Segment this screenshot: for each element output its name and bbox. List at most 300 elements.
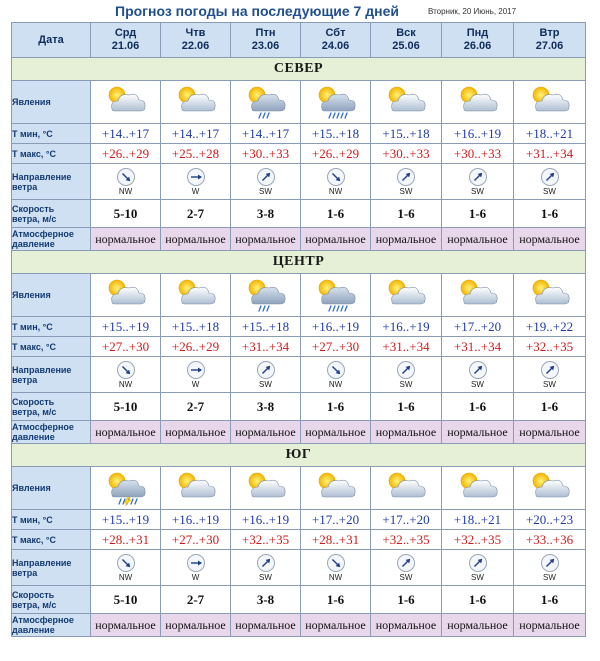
tmin-label [12,510,91,530]
compass-icon [327,361,345,379]
wind-direction-value: SW [399,186,413,196]
tmax-value: +25..+28 [171,145,220,161]
wind-direction-label-line1: Направление [12,364,72,375]
date-stamp: Вторник, 20 Июнь, 2017 [428,7,517,16]
pressure-label-line2: давление [12,239,55,249]
pressure-value: нормальное [301,228,371,251]
phenomena-cell [371,274,442,317]
region-row [12,444,586,467]
cloud-rain-icon [301,277,370,313]
tmin-value: +15..+18 [382,125,430,141]
phenomena-cell [371,467,442,510]
wind-indicator [514,168,585,196]
day-header [301,23,371,58]
phenomena-label [12,467,91,510]
page-title: Прогноз погоды на последующие 7 дней [115,3,399,19]
tmin-value: +15..+19 [101,511,150,527]
tmax-row [12,144,586,164]
tmax-cell [301,144,371,164]
wind-speed-value: 1-6 [326,591,345,607]
compass-icon [541,168,559,186]
tmin-label [12,124,91,144]
wind-speed-cell [231,393,301,421]
day-date: 23.06 [251,40,280,52]
compass-icon [469,554,487,572]
tmax-value: +31..+34 [453,338,502,354]
wind-direction-cell [91,164,161,200]
partly-cloudy-icon [514,277,585,313]
phenomena-cell [442,81,514,124]
compass-icon [257,361,275,379]
wind-direction-label [12,357,91,393]
pressure-value: нормальное [371,421,442,444]
header-row [12,23,586,58]
phenomena-cell [161,274,231,317]
wind-speed-cell [514,393,586,421]
phenomena-cell [91,467,161,510]
wind-speed-value: 2-7 [186,398,205,414]
wind-speed-value: 1-6 [326,398,345,414]
tmin-cell [161,317,231,337]
tmin-value: +16..+19 [382,318,430,334]
phenomena-label-line1: Явления [12,97,51,107]
tmin-value: +16..+19 [453,125,502,141]
tmax-label [12,530,91,550]
cloud-light-rain-icon [231,84,300,120]
wind-indicator [442,361,513,389]
wind-speed-label-line1: Скорость [12,589,55,600]
wind-indicator [161,361,230,389]
tmax-label [12,144,91,164]
partly-cloudy-icon [442,277,513,313]
wind-speed-cell [91,393,161,421]
phenomena-cell [514,274,586,317]
wind-direction-value: SW [471,379,484,389]
phenomena-cell [231,274,301,317]
tmax-cell [442,530,514,550]
tmax-cell [371,530,442,550]
day-header [91,23,161,58]
region-row [12,251,586,274]
tmax-value: +28..+31 [101,531,150,547]
phenomena-row [12,274,586,317]
compass-icon [469,361,487,379]
phenomena-cell [301,467,371,510]
day-name: Срд [114,27,137,39]
wind-indicator [442,168,513,196]
wind-direction-value: W [191,186,200,196]
wind-direction-cell [442,550,514,586]
date-column-header: Дата [12,23,91,58]
wind-direction-value: W [191,379,200,389]
tmax-cell [91,530,161,550]
wind-indicator [91,168,160,196]
wind-speed-value: 5-10 [113,398,138,414]
tmax-cell [231,337,301,357]
wind-indicator [514,361,585,389]
wind-speed-cell [161,200,231,228]
wind-direction-value: SW [259,379,272,389]
tmin-cell [91,317,161,337]
wind-direction-row [12,164,586,200]
tmax-label-line1: Т макс, °С [12,534,57,545]
tmax-value: +32..+35 [453,531,502,547]
tmax-value: +31..+34 [525,145,574,161]
pressure-value: нормальное [231,614,301,637]
wind-direction-value: SW [259,186,272,196]
tmax-row [12,530,586,550]
tmax-cell [514,337,586,357]
phenomena-label-line1: Явления [12,483,51,493]
compass-icon [541,554,559,572]
tmax-cell [91,337,161,357]
tmin-label-line1: Т мин, °С [12,514,53,525]
phenomena-cell [161,81,231,124]
wind-speed-cell [514,200,586,228]
wind-direction-cell [231,357,301,393]
day-date: 21.06 [111,40,140,52]
wind-direction-value: NW [118,572,133,582]
wind-direction-cell [301,164,371,200]
partly-cloudy-icon [514,84,585,120]
tmax-value: +30..+33 [453,145,502,161]
wind-speed-cell [301,586,371,614]
compass-icon [117,168,135,186]
wind-direction-cell [161,550,231,586]
tmin-cell [161,510,231,530]
pressure-label-line1: Атмосферное [12,229,74,239]
pressure-value: нормальное [91,614,161,637]
pressure-value: нормальное [514,614,586,637]
wind-direction-cell [91,550,161,586]
wind-direction-cell [161,164,231,200]
tmax-value: +30..+33 [382,145,430,161]
compass-icon [257,168,275,186]
day-name: Втр [539,27,560,39]
wind-indicator [301,168,370,196]
tmin-row [12,124,586,144]
tmin-value: +15..+18 [171,318,220,334]
day-header [231,23,301,58]
tmin-value: +15..+18 [241,318,290,334]
tmax-cell [91,144,161,164]
wind-direction-cell [231,550,301,586]
phenomena-cell [231,467,301,510]
tmin-cell [161,124,231,144]
tmax-value: +31..+34 [241,338,290,354]
tmax-value: +26..+29 [311,145,360,161]
wind-indicator [514,554,585,582]
wind-speed-cell [301,200,371,228]
phenomena-cell [442,467,514,510]
wind-speed-value: 2-7 [186,591,205,607]
tmin-label-line1: Т мин, °С [12,321,53,332]
pressure-value: нормальное [442,421,514,444]
tmax-cell [301,337,371,357]
wind-direction-cell [371,357,442,393]
tmax-value: +27..+30 [101,338,150,354]
tmax-cell [301,530,371,550]
wind-indicator [301,554,370,582]
tmin-value: +14..+17 [241,125,290,141]
partly-cloudy-icon [231,470,300,506]
compass-icon [117,361,135,379]
wind-speed-value: 1-6 [326,205,345,221]
pressure-label-line1: Атмосферное [12,615,74,625]
wind-direction-value: NW [328,572,343,582]
partly-cloudy-icon [442,470,513,506]
wind-direction-value: SW [471,572,484,582]
wind-direction-row [12,550,586,586]
tmax-value: +30..+33 [241,145,290,161]
tmin-cell [301,124,371,144]
tmin-cell [514,317,586,337]
wind-direction-label [12,550,91,586]
pressure-value: нормальное [301,614,371,637]
tmin-value: +15..+19 [101,318,150,334]
pressure-value: нормальное [301,421,371,444]
tmin-value: +18..+21 [525,125,574,141]
wind-speed-label-line2: ветра, м/с [12,406,57,417]
compass-icon [541,361,559,379]
wind-direction-row [12,357,586,393]
pressure-value: нормальное [514,421,586,444]
tmin-cell [301,510,371,530]
tmin-value: +15..+18 [311,125,360,141]
pressure-value: нормальное [442,228,514,251]
partly-cloudy-icon [91,277,160,313]
pressure-value: нормальное [161,228,231,251]
wind-direction-label-line1: Направление [12,171,72,182]
pressure-value: нормальное [371,614,442,637]
wind-speed-row [12,200,586,228]
tmax-value: +31..+34 [382,338,430,354]
wind-direction-value: SW [399,379,413,389]
partly-cloudy-icon [161,470,230,506]
tmin-cell [231,124,301,144]
phenomena-cell [231,81,301,124]
tmin-value: +17..+20 [382,511,430,527]
phenomena-cell [161,467,231,510]
wind-speed-value: 5-10 [113,591,138,607]
tmax-cell [371,337,442,357]
wind-indicator [231,168,300,196]
wind-direction-label [12,164,91,200]
wind-speed-cell [231,586,301,614]
pressure-value: нормальное [91,228,161,251]
phenomena-row [12,467,586,510]
wind-indicator [231,361,300,389]
day-date: 22.06 [181,40,210,52]
pressure-label [12,614,91,637]
tmax-cell [161,530,231,550]
phenomena-label [12,274,91,317]
wind-speed-label-line1: Скорость [12,396,55,407]
wind-speed-cell [91,200,161,228]
region-title: ЦЕНТР [12,251,586,274]
tmin-cell [371,510,442,530]
phenomena-cell [442,274,514,317]
tmin-cell [301,317,371,337]
pressure-row [12,614,586,637]
phenomena-label [12,81,91,124]
wind-direction-cell [514,550,586,586]
day-header [371,23,442,58]
compass-icon [117,554,135,572]
wind-speed-row [12,393,586,421]
partly-cloudy-icon [371,84,441,120]
wind-speed-cell [301,393,371,421]
wind-direction-cell [514,357,586,393]
compass-icon [327,554,345,572]
wind-speed-cell [442,586,514,614]
tmax-value: +32..+35 [525,338,574,354]
wind-indicator [442,554,513,582]
wind-speed-value: 3-8 [256,591,275,607]
wind-speed-cell [442,393,514,421]
wind-direction-cell [371,164,442,200]
tmin-cell [442,124,514,144]
wind-speed-cell [231,200,301,228]
tmin-value: +17..+20 [311,511,360,527]
wind-speed-cell [161,393,231,421]
wind-speed-value: 1-6 [468,205,487,221]
partly-cloudy-icon [371,277,441,313]
wind-direction-cell [161,357,231,393]
compass-icon [327,168,345,186]
tmin-label [12,317,91,337]
tmax-cell [161,337,231,357]
wind-speed-row [12,586,586,614]
wind-speed-value: 5-10 [113,205,138,221]
phenomena-row [12,81,586,124]
tmax-value: +32..+35 [241,531,290,547]
wind-direction-label-line2: ветра [12,374,38,385]
pressure-value: нормальное [161,614,231,637]
wind-direction-value: SW [543,379,556,389]
wind-speed-cell [514,586,586,614]
tmin-value: +14..+17 [171,125,220,141]
wind-speed-cell [371,393,442,421]
wind-direction-cell [301,550,371,586]
wind-direction-cell [514,164,586,200]
pressure-value: нормальное [371,228,442,251]
tmax-label-line1: Т макс, °С [12,148,57,159]
wind-direction-value: SW [543,186,556,196]
pressure-label [12,421,91,444]
partly-cloudy-icon [371,470,441,506]
pressure-label-line2: давление [12,432,55,442]
wind-speed-value: 1-6 [397,205,415,221]
partly-cloudy-icon [301,470,370,506]
wind-speed-value: 1-6 [540,398,559,414]
day-date: 26.06 [463,40,492,52]
wind-direction-value: NW [328,379,343,389]
cloud-thunder-rain-icon [91,470,160,506]
tmin-cell [442,510,514,530]
wind-direction-value: SW [471,186,484,196]
wind-direction-cell [371,550,442,586]
day-name: Вск [396,27,416,39]
tmax-value: +27..+30 [311,338,360,354]
tmax-cell [231,530,301,550]
forecast-table [11,22,586,637]
day-date: 25.06 [392,40,420,52]
wind-speed-cell [371,586,442,614]
compass-icon [187,361,205,379]
tmax-row [12,337,586,357]
tmax-label-line1: Т макс, °С [12,341,57,352]
phenomena-cell [514,467,586,510]
wind-indicator [231,554,300,582]
compass-icon [187,554,205,572]
compass-icon [257,554,275,572]
wind-indicator [371,168,441,196]
day-name: Пнд [466,27,489,39]
wind-direction-cell [231,164,301,200]
tmin-value: +17..+20 [453,318,502,334]
phenomena-cell [301,274,371,317]
wind-speed-label-line2: ветра, м/с [12,599,57,610]
wind-speed-value: 1-6 [468,398,487,414]
wind-direction-label-line2: ветра [12,567,38,578]
tmin-value: +18..+21 [453,511,502,527]
region-title: ЮГ [12,444,586,467]
partly-cloudy-icon [91,84,160,120]
compass-icon [397,554,415,572]
wind-direction-label-line1: Направление [12,557,72,568]
title-bar [0,0,600,22]
wind-indicator [301,361,370,389]
wind-direction-value: SW [543,572,556,582]
tmax-label [12,337,91,357]
cloud-light-rain-icon [231,277,300,313]
wind-speed-value: 1-6 [397,591,415,607]
tmax-cell [442,144,514,164]
wind-indicator [91,361,160,389]
tmin-value: +14..+17 [101,125,150,141]
pressure-value: нормальное [91,421,161,444]
tmax-value: +27..+30 [171,531,220,547]
wind-speed-value: 2-7 [186,205,205,221]
compass-icon [397,168,415,186]
pressure-label [12,228,91,251]
wind-direction-value: SW [399,572,413,582]
tmax-value: +33..+36 [525,531,574,547]
pressure-label-line2: давление [12,625,55,635]
tmin-value: +20..+23 [525,511,574,527]
wind-speed-cell [442,200,514,228]
pressure-value: нормальное [161,421,231,444]
wind-speed-value: 1-6 [468,591,487,607]
pressure-row [12,228,586,251]
wind-speed-value: 1-6 [540,205,559,221]
tmin-row [12,510,586,530]
phenomena-cell [91,81,161,124]
pressure-value: нормальное [442,614,514,637]
wind-direction-value: W [191,572,200,582]
region-title: СЕВЕР [12,58,586,81]
pressure-value: нормальное [231,421,301,444]
day-header [442,23,514,58]
wind-direction-value: NW [118,379,133,389]
tmin-cell [231,317,301,337]
tmin-value: +16..+19 [311,318,360,334]
compass-icon [469,168,487,186]
region-row [12,58,586,81]
tmin-cell [442,317,514,337]
wind-direction-cell [91,357,161,393]
